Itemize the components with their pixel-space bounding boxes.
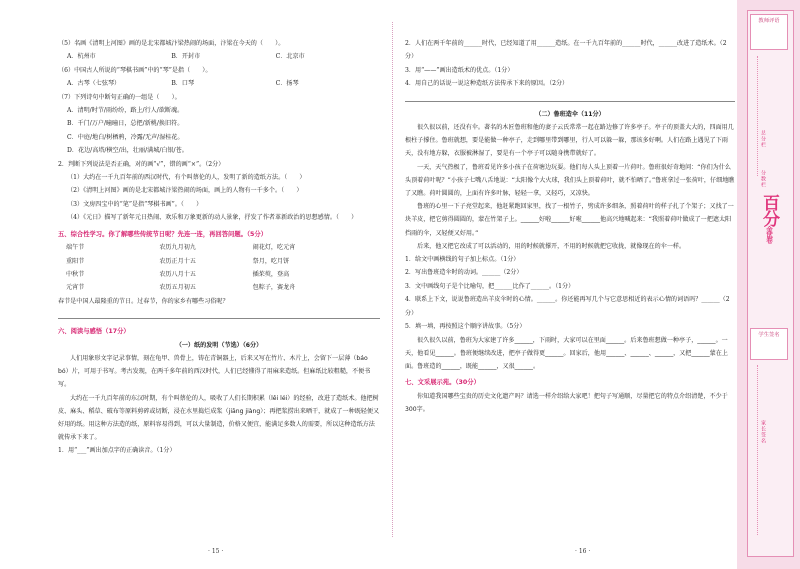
festival-custom: 闹花灯，吃元宵 [252,244,296,252]
reading-2-question-1: 1．给文中画横线的句子加上标点。（1分） [405,256,520,264]
left-page [0,0,392,569]
spring-festival-question: 春节是中国人最隆重的节日。过春节，你的家乡有哪些习俗呢？ [58,297,229,305]
festival-date: 农历九月初九 [159,244,196,252]
judge-item: （4）《元日》描写了新年元日热闹、欢乐和万象更新的动人景象，抒发了作者革新政治的思想感情。（ ） [67,214,358,222]
section-7-title: 七、文采展示苑。（30分） [405,379,480,387]
reading-question-2: 2．人们在两千年前的______时代，已经知道了用______造纸。在一千九百年前的______时代，______改进了造纸术。（2分） [405,40,727,61]
festival-date: 农历正月十五 [159,257,196,265]
judge-item: （2）《清明上河图》画的是北宋都城汴梁热闹的场面，画上的人物有一千多个。（ ） [67,187,303,195]
reading-2-question-4: 4．联系上下文，说说鲁班造出羊皮伞时的心情。______。你还能再写几个与它意思相近的表示心情的词语吗？______（2分） [405,296,730,317]
teacher-comment-label: 教师评语 [758,18,780,24]
passage-paragraph: 后来，他又把它改成了可以活动的，用的时候就撑开，不用的时候就把它收拢，就像现在的伞一样。 [417,242,686,250]
page-number: · 15 · [208,548,224,555]
option: C．北京市 [275,53,305,61]
festival-custom: 祭月，吃月饼 [252,257,290,265]
festival-name: 端午节 [66,244,85,252]
brand-title: 百分 [759,194,779,226]
reading-2-question-2: 2．写出鲁班造伞时的动词。______（2分） [405,269,523,277]
festival-custom: 包粽子，赛龙舟 [252,284,296,292]
festival-table [66,241,346,295]
passage-paragraph: 鲁班的心里一下子亮堂起来，他赶紧跑回家里，找了一根竹子，劈成许多细条，照着荷叶的样子扎了个架子；又找了一块羊皮，把它剪得圆圆的，蒙在竹架子上。______好啦______好啦______他高兴地喊起来：“我照着荷叶做成了一把遮太阳挡雨的伞，又轻便又好用。” [405,203,734,237]
option: C．扬琴 [275,80,299,88]
page-number: · 16 · [575,548,591,555]
section-6-title: 六、阅读与感悟（17分） [58,328,130,336]
answer-line [58,318,380,319]
passage-paragraph: 很久很以前，还没有伞。著名的木匠鲁班和他的妻子云氏常常一起在路边修了许多亭子。亭子的顶盖大大的，四面用几根柱子撑住。鲁班就想，要是能做一种亭子，走到哪里带到哪里，行人可以躲一躲，那该多好啊。人们在路上遇见了下雨天，没有地方躲，衣服被淋湿了，要是有一个亭子可以随身携带就好了。 [405,124,734,158]
q7-option-b: B．千门/万户/曈曈日，总把/新桃/换旧符。 [67,120,184,128]
festival-date: 农历八月十五 [159,270,196,278]
festival-name: 元宵节 [66,284,85,292]
judge-question: 2．判断下列说法是否正确，对的画“√”，错的画“×”。（2分） [58,160,225,168]
festival-row [66,241,346,254]
brand-logo [752,194,782,243]
answer-line [405,101,735,102]
total-score-label: 总分栏 [760,130,766,148]
student-sign-label: 学生签名 [758,332,780,338]
student-sign-box [750,328,788,360]
festival-date: 农历五月初五 [159,284,196,292]
q7-option-c: C．中庭/地白/树栖鸦，冷露/无声/湿桂花。 [67,133,184,141]
dotted-line [757,56,759,176]
question-6: （6）中国古人所说的“琴棋书画”中的“琴”是指（ ）。 [58,66,212,74]
story-fill-blanks: 很久很久以前，鲁班为大家建了许多______，下雨时，大家可以在里面______。后来鲁班想做一种亭子，______。一天，他看见______。鲁班便继续改进，把亭子做得更______。回家后，他用______、______、______，又把______蒙在上面。鲁班造的______，既能______，又很______。 [405,336,728,370]
passage-paragraph: 一天，天气热极了，鲁班看见许多小孩子在荷塘边玩耍。他们每人头上顶着一片荷叶。鲁班很好奇地问：“你们为什么头顶着荷叶呢？”小孩子七嘴八舌地说：“太阳像个大火球，我们头上顶着荷叶，就不怕晒了。”鲁班拿过一张荷叶，仔细地瞧了又瞧。荷叶圆圆的，上面有许多叶脉，轻轻一拿，又轻巧，又凉快。 [405,163,735,198]
teacher-comment-box [750,14,788,50]
q7-option-d: D．花边/高塔/横空/出，壮丽/满城/白银/苍。 [67,147,188,155]
festival-row [66,281,346,294]
festival-name: 重阳节 [66,257,85,265]
festival-name: 中秋节 [66,270,85,278]
reading-1-title: （一）纸的发明（节选）（6分） [175,341,263,349]
festival-row [66,268,346,281]
dotted-line [757,365,759,535]
essay-prompt: 你知道我国哪些宝贵的历史文化遗产吗？请选一样介绍给大家吧！把句子写通顺，尽量把它的特点介绍清楚，不少于300字。 [405,392,728,413]
parent-sign-label: 家长签名 [760,420,766,444]
festival-row [66,255,346,268]
brand-subtitle: 金试卷 [765,226,773,243]
passage-paragraph: 大约在一千九百年前的东汉时期，有个叫蔡伦的人，吸收了人们长期积累（lěi léi）的经验，改进了造纸术。他把树皮、麻头、稻草、破布等原料剪碎或切断，浸在水里捣烂成浆（jiāng jiàng）；再把浆捞出来晒干，就成了一种既轻便又好用的纸。用这种方法造的纸，原料容易得到，可以大量制造，价格又便宜，能满足多数人的需要，所以这种造纸方法就传承下来了。 [58,394,380,442]
option: A．杭州市 [67,53,96,61]
q7-option-a: A．清明/时节/雨纷纷，路上/行人/欲断魂。 [67,107,184,115]
passage-paragraph: 人们用象形文字记录事情，刻在龟甲、兽骨上，铸在青铜器上，后来又写在竹片、木片上，会留下一层薄（báo bó）片，可用于书写。考古发现，在两千多年前的西汉时代，人们已经懂得了用麻来造纸。但麻纸比较粗糙，不便书写。 [58,354,371,389]
festival-custom: 插茱萸，登高 [252,270,290,278]
reading-question-1: 1．用“___”画出加点字的正确读音。（1分） [58,447,176,455]
question-5: （5）名画《清明上河图》画的是北宋都城汴梁热闹的场面，汴梁在今天的（ ）。 [58,40,285,47]
option: B．口琴 [171,80,195,88]
judge-item: （3）文房四宝中的“笔”是指“琴棋书画”。（ ） [67,200,203,208]
option: B．开封市 [171,53,201,61]
reading-question-3: 3．用“——”画出造纸术的优点。（1分） [405,66,514,74]
reading-2-question-5: 5．填一填，再按照这个顺序讲故事。（5分） [405,323,526,331]
score-label: 分数栏 [760,170,766,188]
left-column [58,37,380,458]
page-divider [392,22,393,537]
section-5-title: 五、综合性学习。你了解哪些传统节日呢？先连一连，再回答问题。（5分） [58,230,268,238]
q5-options [58,50,380,63]
question-7: （7）下列诗句中断句正确的一组是（ ）。 [58,93,181,101]
reading-question-4: 4．用自己的话说一说这种造纸方法传承下来的原因。（2分） [405,80,569,88]
q6-options [58,77,380,90]
right-column [405,37,735,416]
side-band-frame [747,10,794,557]
option: A．古琴（七弦琴） [67,80,121,88]
right-page [395,0,735,569]
reading-2-question-3: 3．文中画线句子是个比喻句，把______比作了______。（1分） [405,282,575,290]
judge-item: （1）大约在一千九百年前的西汉时代，有个叫蔡伦的人，发明了新的造纸方法。（ ） [67,174,306,182]
reading-2-title: （二）鲁班造伞（11分） [535,110,605,118]
